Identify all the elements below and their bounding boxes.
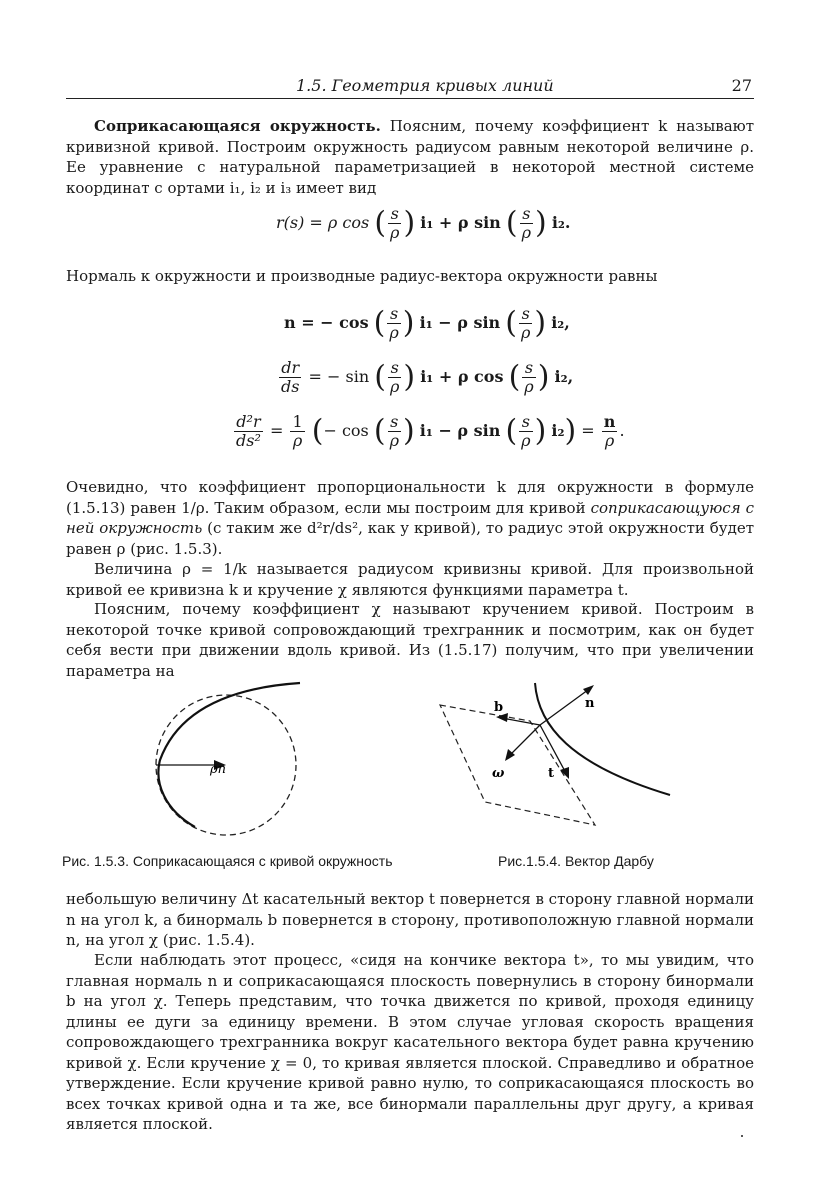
paragraph-normal-intro: Нормаль к окружности и производные радиус-вектора окружности равны bbox=[66, 267, 658, 285]
equation-second-derivative: $\frac{\text{d²r}}{\text{ds²}}$ = $\frac{1}{\rho}$ (− cos ( $\frac{s}{\rho}$ ) i₁ − ρ sin ( $\frac{s}{\rho}$ ) i₂) = $\frac{n}{\rho}$ . bbox=[236, 412, 625, 450]
figure-caption-1: Рис. 1.5.3. Соприкасающаяся с кривой окружность bbox=[62, 853, 393, 869]
equation-circle: r(s) = ρ cos ( $\frac{s}{\rho}$ ) i₁ + ρ sin ( $\frac{s}{\rho}$ ) i₂. bbox=[276, 204, 571, 242]
paragraph-osculating-circle bbox=[66, 116, 754, 198]
running-header bbox=[66, 76, 754, 99]
arrowhead-icon bbox=[583, 685, 594, 695]
label-omega: ω bbox=[492, 766, 505, 781]
paragraph-text: Поясним, почему коэффициент k называют кривизной кривой. Построим окружность радиусом равным некоторой величине ρ. Ее уравнение с натуральной параметризацией в некоторой местной системе координат с ортами i₁, i₂ и i₃ имеет вид bbox=[66, 117, 754, 197]
paragraph-rotation: небольшую величину Δt касательный вектор t повернется в сторону главной нормали n на угол k, а бинормаль b повернется в сторону, противоположную главной нормали n, на угол χ (рис. 1.5.4). bbox=[66, 890, 754, 949]
page-number: 27 bbox=[731, 76, 752, 95]
paragraph-conclusion: Очевидно, что коэффициент пропорциональности k для окружности в формуле (1.5.13) равен 1/ρ. Таким образом, если мы построим для кривой соприкасающуюся с ней окружность (с таким же d²r/ds², как у кривой), то радиус этой окружности будет равен ρ (рис. 1.5.3). bbox=[66, 478, 755, 558]
darboux-vector bbox=[508, 725, 540, 757]
paragraph-torsion: Поясним, почему коэффициент χ называют кручением кривой. Построим в некоторой точке кривой сопровождающий трехгранник и посмотрим, как он будет себя вести при движении вдоль кривой. Из (1.5.17) получим, что при увеличении параметра на bbox=[66, 600, 754, 680]
figure-darboux-vector bbox=[430, 665, 680, 845]
label-t: t bbox=[548, 766, 555, 781]
osculating-plane bbox=[440, 705, 595, 825]
figure-caption-2: Рис.1.5.4. Вектор Дарбу bbox=[498, 853, 654, 869]
equation-first-derivative: $\frac{dr}{ds}$ = − sin ( $\frac{s}{\rho}$ ) i₁ + ρ cos ( $\frac{s}{\rho}$ ) i₂, bbox=[281, 358, 574, 396]
curve-line bbox=[535, 683, 670, 795]
page-mark bbox=[741, 1135, 743, 1137]
curve-line bbox=[158, 683, 300, 827]
section-title: 1.5. Геометрия кривых линий bbox=[296, 76, 554, 95]
label-b: b bbox=[494, 700, 504, 715]
paragraph-radius-curvature: Величина ρ = 1/k называется радиусом кривизны кривой. Для произвольной кривой ее кривизна k и кручение χ являются функциями параметра t. bbox=[66, 560, 754, 599]
radius-label: ρn bbox=[210, 762, 227, 777]
label-n: n bbox=[585, 696, 595, 711]
arrowhead-icon bbox=[560, 767, 569, 779]
equation-normal: n = − cos ( $\frac{s}{\rho}$ ) i₁ − ρ sin ( $\frac{s}{\rho}$ ) i₂, bbox=[284, 304, 570, 342]
figure-osculating-circle bbox=[140, 665, 320, 845]
paragraph-heading: Соприкасающаяся окружность. bbox=[94, 117, 381, 135]
paragraph-observer: Если наблюдать этот процесс, «сидя на кончике вектора t», то мы увидим, что главная нормаль n и соприкасающаяся плоскость повернулись в сторону бинормали b на угол χ. Теперь представим, что точка движется по кривой, проходя единицу длины ее дуги за единицу времени. В этом случае угловая скорость вращения сопровождающего трехгранника вокруг касательного вектора будет равна кручению кривой χ. Если кручение χ = 0, то кривая является плоской. Справедливо и обратное утверждение. Если кручение кривой равно нулю, то соприкасающаяся плоскость во всех точках кривой одна и та же, все бинормали параллельны друг другу, а кривая является плоской. bbox=[66, 951, 754, 1133]
